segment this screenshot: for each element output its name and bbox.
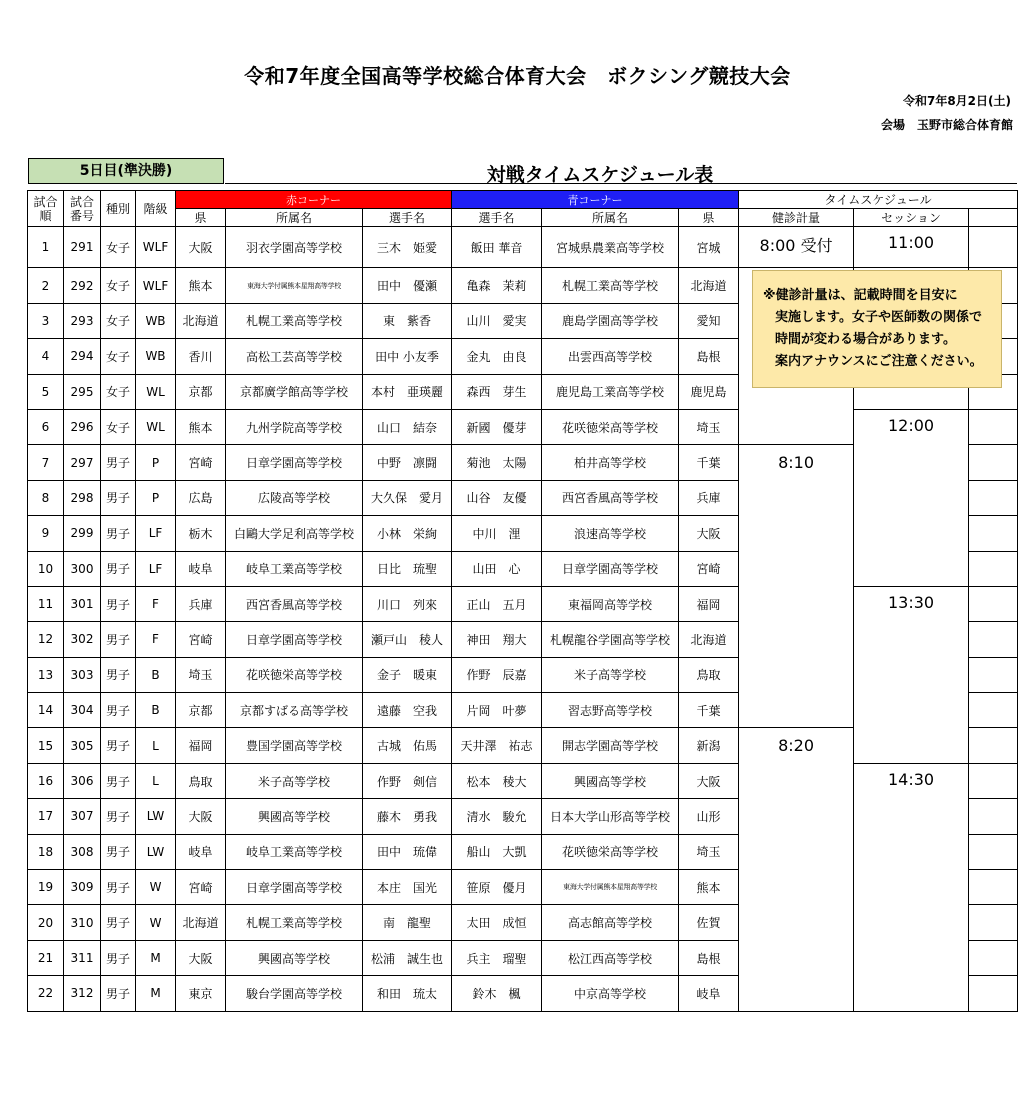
weight-class-cell: W — [136, 905, 176, 940]
red-athlete-cell: 小林 栄絢 — [363, 516, 452, 551]
red-athlete-cell: 川口 列來 — [363, 586, 452, 621]
red-school-cell: 札幌工業高等学校 — [226, 905, 363, 940]
red-prefecture-cell: 大阪 — [176, 940, 226, 975]
col-category: 種別 — [101, 191, 136, 227]
weight-class-cell: WLF — [136, 227, 176, 268]
category-cell: 男子 — [101, 480, 136, 515]
blank-cell — [969, 976, 1018, 1011]
match-order-cell: 6 — [28, 409, 64, 444]
weight-class-cell: WL — [136, 374, 176, 409]
category-cell: 男子 — [101, 445, 136, 480]
checkup-time-cell: 8:20 — [739, 728, 854, 1011]
category-cell: 男子 — [101, 657, 136, 692]
table-row — [28, 763, 1018, 798]
match-order-cell: 12 — [28, 622, 64, 657]
category-cell: 女子 — [101, 374, 136, 409]
red-athlete-cell: 山口 結奈 — [363, 409, 452, 444]
red-prefecture-cell: 岐阜 — [176, 551, 226, 586]
category-cell: 男子 — [101, 728, 136, 763]
blue-school-cell: 開志学園高等学校 — [542, 728, 679, 763]
blue-prefecture-cell: 鳥取 — [679, 657, 739, 692]
session-time-cell: 12:00 — [854, 409, 969, 586]
red-prefecture-cell: 北海道 — [176, 303, 226, 338]
red-corner-header: 赤コーナー — [176, 191, 452, 209]
session-time-cell: 11:00 — [854, 227, 969, 268]
match-number-cell: 308 — [64, 834, 101, 869]
category-cell: 男子 — [101, 622, 136, 657]
red-school-cell: 日章学園高等学校 — [226, 622, 363, 657]
blue-athlete-cell: 森西 芽生 — [452, 374, 542, 409]
category-cell: 男子 — [101, 834, 136, 869]
weight-class-cell: L — [136, 728, 176, 763]
red-school-cell: 日章学園高等学校 — [226, 445, 363, 480]
blank-cell — [969, 409, 1018, 444]
match-number-cell: 300 — [64, 551, 101, 586]
red-prefecture-cell: 兵庫 — [176, 586, 226, 621]
blank-cell — [969, 480, 1018, 515]
blue-athlete-cell: 飯田 華音 — [452, 227, 542, 268]
blue-prefecture-cell: 島根 — [679, 940, 739, 975]
blue-prefecture-cell: 大阪 — [679, 763, 739, 798]
match-order-cell: 9 — [28, 516, 64, 551]
match-order-cell: 15 — [28, 728, 64, 763]
checkup-time-cell: 8:00 受付 — [739, 227, 854, 268]
red-athlete-cell: 和田 琉太 — [363, 976, 452, 1011]
weight-class-cell: F — [136, 586, 176, 621]
category-cell: 男子 — [101, 586, 136, 621]
red-school-cell: 豊国学園高等学校 — [226, 728, 363, 763]
blank-cell — [969, 622, 1018, 657]
blue-prefecture-cell: 千葉 — [679, 445, 739, 480]
red-prefecture-cell: 京都 — [176, 693, 226, 728]
blank-cell — [969, 551, 1018, 586]
blue-school-cell: 花咲徳栄高等学校 — [542, 834, 679, 869]
red-school-cell: 岐阜工業高等学校 — [226, 551, 363, 586]
blank-cell — [969, 227, 1018, 268]
blue-school-cell: 松江西高等学校 — [542, 940, 679, 975]
col-weight-class: 階級 — [136, 191, 176, 227]
category-cell: 女子 — [101, 268, 136, 303]
blue-prefecture-cell: 兵庫 — [679, 480, 739, 515]
match-number-cell: 295 — [64, 374, 101, 409]
blank-cell — [969, 657, 1018, 692]
weight-class-cell: LF — [136, 551, 176, 586]
weight-class-cell: F — [136, 622, 176, 657]
note-line: ※健診計量は、記載時間を目安に — [763, 288, 958, 303]
match-number-cell: 303 — [64, 657, 101, 692]
blue-athlete-cell: 正山 五月 — [452, 586, 542, 621]
weight-class-cell: B — [136, 693, 176, 728]
weight-class-cell: WLF — [136, 268, 176, 303]
blue-school-cell: 宮城県農業高等学校 — [542, 227, 679, 268]
red-athlete-cell: 金子 暖東 — [363, 657, 452, 692]
match-number-cell: 310 — [64, 905, 101, 940]
day-label: 5日目(準決勝) — [28, 158, 224, 184]
blank-cell — [969, 586, 1018, 621]
table-row — [28, 409, 1018, 444]
category-cell: 女子 — [101, 303, 136, 338]
red-school-cell: 羽衣学園高等学校 — [226, 227, 363, 268]
match-order-cell: 4 — [28, 339, 64, 374]
page-title: 令和7年度全国高等学校総合体育大会 ボクシング競技大会 — [244, 64, 791, 88]
blue-school-cell: 日本大学山形高等学校 — [542, 799, 679, 834]
blue-school-cell: 興國高等学校 — [542, 763, 679, 798]
blue-school-cell: 鹿児島工業高等学校 — [542, 374, 679, 409]
red-prefecture-cell: 埼玉 — [176, 657, 226, 692]
red-athlete-cell: 田中 琉偉 — [363, 834, 452, 869]
match-number-cell: 297 — [64, 445, 101, 480]
match-number-cell: 292 — [64, 268, 101, 303]
blue-athlete-cell: 笹原 優月 — [452, 870, 542, 905]
blank-cell — [969, 940, 1018, 975]
match-order-cell: 11 — [28, 586, 64, 621]
blank-cell — [969, 799, 1018, 834]
col-checkup: 健診計量 — [739, 209, 854, 227]
red-athlete-cell: 古城 佑馬 — [363, 728, 452, 763]
blue-school-cell: 高志館高等学校 — [542, 905, 679, 940]
event-date: 令和7年8月2日(土) — [902, 94, 1011, 108]
match-number-cell: 299 — [64, 516, 101, 551]
red-prefecture-cell: 東京 — [176, 976, 226, 1011]
red-athlete-cell: 本庄 国光 — [363, 870, 452, 905]
red-athlete-cell: 瀬戸山 稜人 — [363, 622, 452, 657]
category-cell: 男子 — [101, 870, 136, 905]
weight-class-cell: P — [136, 445, 176, 480]
blank-cell — [969, 870, 1018, 905]
blank-cell — [969, 516, 1018, 551]
match-number-cell: 294 — [64, 339, 101, 374]
category-cell: 男子 — [101, 763, 136, 798]
match-number-cell: 306 — [64, 763, 101, 798]
blue-school-cell: 札幌工業高等学校 — [542, 268, 679, 303]
category-cell: 男子 — [101, 693, 136, 728]
blue-school-cell: 中京高等学校 — [542, 976, 679, 1011]
red-athlete-cell: 南 龍聖 — [363, 905, 452, 940]
col-match-number — [64, 191, 101, 227]
blue-school-cell: 米子高等学校 — [542, 657, 679, 692]
match-number-cell: 304 — [64, 693, 101, 728]
match-number-cell: 305 — [64, 728, 101, 763]
category-cell: 女子 — [101, 409, 136, 444]
blue-athlete-cell: 中川 浬 — [452, 516, 542, 551]
category-cell: 男子 — [101, 516, 136, 551]
blue-school-cell: 柏井高等学校 — [542, 445, 679, 480]
session-time-cell: 14:30 — [854, 763, 969, 1011]
blue-prefecture-cell: 島根 — [679, 339, 739, 374]
weight-class-cell: LW — [136, 834, 176, 869]
time-schedule-header: タイムスケジュール — [739, 191, 1018, 209]
col-blank — [969, 209, 1018, 227]
red-school-cell: 日章学園高等学校 — [226, 870, 363, 905]
blue-athlete-cell: 菊池 太陽 — [452, 445, 542, 480]
match-number-cell: 311 — [64, 940, 101, 975]
match-order-cell: 8 — [28, 480, 64, 515]
red-athlete-cell: 日比 琉聖 — [363, 551, 452, 586]
blue-prefecture-cell: 福岡 — [679, 586, 739, 621]
blue-prefecture-cell: 愛知 — [679, 303, 739, 338]
match-order-cell: 19 — [28, 870, 64, 905]
red-prefecture-cell: 北海道 — [176, 905, 226, 940]
match-order-cell: 5 — [28, 374, 64, 409]
red-prefecture-cell: 宮崎 — [176, 622, 226, 657]
red-athlete-cell: 三木 姫愛 — [363, 227, 452, 268]
red-school-cell: 花咲徳栄高等学校 — [226, 657, 363, 692]
match-order-cell: 21 — [28, 940, 64, 975]
red-prefecture-cell: 大阪 — [176, 799, 226, 834]
blue-prefecture-cell: 埼玉 — [679, 834, 739, 869]
red-prefecture-cell: 熊本 — [176, 409, 226, 444]
match-number-cell: 302 — [64, 622, 101, 657]
red-prefecture-cell: 香川 — [176, 339, 226, 374]
blue-school-cell: 花咲徳栄高等学校 — [542, 409, 679, 444]
blue-school-cell: 習志野高等学校 — [542, 693, 679, 728]
blue-prefecture-cell: 鹿児島 — [679, 374, 739, 409]
red-prefecture-cell: 京都 — [176, 374, 226, 409]
note-line: 実施します。女子や医師数の関係で — [775, 310, 982, 325]
blue-athlete-cell: 亀森 茉莉 — [452, 268, 542, 303]
blue-corner-header: 青コーナー — [452, 191, 739, 209]
match-order-cell: 22 — [28, 976, 64, 1011]
match-number-cell: 291 — [64, 227, 101, 268]
red-school-cell: 興國高等学校 — [226, 799, 363, 834]
blue-prefecture-cell: 新潟 — [679, 728, 739, 763]
match-number-cell: 309 — [64, 870, 101, 905]
weight-class-cell: LF — [136, 516, 176, 551]
red-prefecture-cell: 岐阜 — [176, 834, 226, 869]
red-athlete-cell: 中野 凛闘 — [363, 445, 452, 480]
blue-athlete-cell: 作野 辰嘉 — [452, 657, 542, 692]
col-match-order-label: 試合 順 — [33, 194, 58, 223]
category-cell: 男子 — [101, 551, 136, 586]
match-number-cell: 293 — [64, 303, 101, 338]
note-line: 案内アナウンスにご注意ください。 — [775, 354, 983, 369]
blue-prefecture-cell: 佐賀 — [679, 905, 739, 940]
weight-class-cell: WB — [136, 339, 176, 374]
blue-athlete-cell: 片岡 叶夢 — [452, 693, 542, 728]
blue-school-cell: 出雲西高等学校 — [542, 339, 679, 374]
weight-class-cell: M — [136, 940, 176, 975]
blue-school-cell: 日章学園高等学校 — [542, 551, 679, 586]
blue-school-cell: 浪速高等学校 — [542, 516, 679, 551]
category-cell: 男子 — [101, 940, 136, 975]
match-order-cell: 18 — [28, 834, 64, 869]
blue-prefecture-cell: 山形 — [679, 799, 739, 834]
red-school-cell: 九州学院高等学校 — [226, 409, 363, 444]
red-prefecture-cell: 宮崎 — [176, 870, 226, 905]
blue-athlete-cell: 松本 稜大 — [452, 763, 542, 798]
blue-prefecture-cell: 北海道 — [679, 268, 739, 303]
match-order-cell: 14 — [28, 693, 64, 728]
event-venue: 会場 玉野市総合体育館 — [880, 118, 1013, 132]
red-athlete-cell: 遠藤 空我 — [363, 693, 452, 728]
table-row — [28, 586, 1018, 621]
blank-cell — [969, 728, 1018, 763]
col-blue-school: 所属名 — [542, 209, 679, 227]
blue-athlete-cell: 船山 大凱 — [452, 834, 542, 869]
category-cell: 男子 — [101, 976, 136, 1011]
table-row — [28, 227, 1018, 268]
match-order-cell: 7 — [28, 445, 64, 480]
red-school-cell: 広陵高等学校 — [226, 480, 363, 515]
blank-cell — [969, 693, 1018, 728]
blue-prefecture-cell: 埼玉 — [679, 409, 739, 444]
match-number-cell: 298 — [64, 480, 101, 515]
weight-class-cell: W — [136, 870, 176, 905]
blue-prefecture-cell: 北海道 — [679, 622, 739, 657]
blank-cell — [969, 763, 1018, 798]
weight-class-cell: P — [136, 480, 176, 515]
blue-prefecture-cell: 宮城 — [679, 227, 739, 268]
red-school-cell: 白鷗大学足利高等学校 — [226, 516, 363, 551]
col-blue-prefecture: 県 — [679, 209, 739, 227]
match-number-cell: 307 — [64, 799, 101, 834]
category-cell: 女子 — [101, 339, 136, 374]
category-cell: 男子 — [101, 799, 136, 834]
blue-school-cell: 東海大学付属熊本星翔高等学校 — [542, 870, 679, 905]
match-order-cell: 13 — [28, 657, 64, 692]
blue-prefecture-cell: 岐阜 — [679, 976, 739, 1011]
red-prefecture-cell: 大阪 — [176, 227, 226, 268]
blue-athlete-cell: 神田 翔大 — [452, 622, 542, 657]
red-athlete-cell: 東 紫香 — [363, 303, 452, 338]
checkup-note — [752, 270, 1002, 388]
blue-school-cell: 東福岡高等学校 — [542, 586, 679, 621]
weight-class-cell: L — [136, 763, 176, 798]
blank-cell — [969, 834, 1018, 869]
blue-school-cell: 札幌龍谷学園高等学校 — [542, 622, 679, 657]
red-athlete-cell: 大久保 愛月 — [363, 480, 452, 515]
col-match-order — [28, 191, 64, 227]
match-number-cell: 296 — [64, 409, 101, 444]
col-session: セッション — [854, 209, 969, 227]
red-athlete-cell: 作野 剣信 — [363, 763, 452, 798]
match-number-cell: 301 — [64, 586, 101, 621]
blue-school-cell: 西宮香風高等学校 — [542, 480, 679, 515]
blue-athlete-cell: 鈴木 楓 — [452, 976, 542, 1011]
schedule-title: 対戦タイムスケジュール表 — [486, 164, 714, 186]
weight-class-cell: WB — [136, 303, 176, 338]
blue-prefecture-cell: 大阪 — [679, 516, 739, 551]
category-cell: 男子 — [101, 905, 136, 940]
col-blue-athlete: 選手名 — [452, 209, 542, 227]
blue-athlete-cell: 新國 優芽 — [452, 409, 542, 444]
red-school-cell: 興國高等学校 — [226, 940, 363, 975]
category-cell: 女子 — [101, 227, 136, 268]
blue-athlete-cell: 兵主 瑠聖 — [452, 940, 542, 975]
red-prefecture-cell: 宮崎 — [176, 445, 226, 480]
blank-cell — [969, 445, 1018, 480]
red-school-cell: 京都廣学館高等学校 — [226, 374, 363, 409]
red-school-cell: 駿台学園高等学校 — [226, 976, 363, 1011]
match-order-cell: 1 — [28, 227, 64, 268]
blue-athlete-cell: 清水 駿允 — [452, 799, 542, 834]
match-order-cell: 10 — [28, 551, 64, 586]
weight-class-cell: M — [136, 976, 176, 1011]
red-prefecture-cell: 鳥取 — [176, 763, 226, 798]
blue-athlete-cell: 金丸 由良 — [452, 339, 542, 374]
checkup-time-cell: 8:10 — [739, 445, 854, 728]
header-rule — [225, 183, 1017, 184]
red-prefecture-cell: 栃木 — [176, 516, 226, 551]
blue-prefecture-cell: 熊本 — [679, 870, 739, 905]
red-school-cell: 札幌工業高等学校 — [226, 303, 363, 338]
blue-prefecture-cell: 千葉 — [679, 693, 739, 728]
red-athlete-cell: 田中 小友季 — [363, 339, 452, 374]
red-athlete-cell: 本村 亜瑛麗 — [363, 374, 452, 409]
match-order-cell: 17 — [28, 799, 64, 834]
col-red-school: 所属名 — [226, 209, 363, 227]
match-order-cell: 20 — [28, 905, 64, 940]
blank-cell — [969, 905, 1018, 940]
match-number-cell: 312 — [64, 976, 101, 1011]
red-prefecture-cell: 福岡 — [176, 728, 226, 763]
red-athlete-cell: 藤木 勇我 — [363, 799, 452, 834]
blue-athlete-cell: 天井澤 祐志 — [452, 728, 542, 763]
red-school-cell: 高松工芸高等学校 — [226, 339, 363, 374]
red-school-cell: 米子高等学校 — [226, 763, 363, 798]
col-red-prefecture: 県 — [176, 209, 226, 227]
red-school-cell: 岐阜工業高等学校 — [226, 834, 363, 869]
session-time-cell: 13:30 — [854, 586, 969, 763]
match-order-cell: 3 — [28, 303, 64, 338]
blue-prefecture-cell: 宮崎 — [679, 551, 739, 586]
blue-athlete-cell: 太田 成恒 — [452, 905, 542, 940]
red-athlete-cell: 田中 優瀬 — [363, 268, 452, 303]
col-match-number-label: 試合 番号 — [69, 194, 94, 223]
weight-class-cell: WL — [136, 409, 176, 444]
red-school-cell: 京都すばる高等学校 — [226, 693, 363, 728]
red-prefecture-cell: 熊本 — [176, 268, 226, 303]
blue-athlete-cell: 山川 愛実 — [452, 303, 542, 338]
red-school-cell: 東海大学付属熊本星翔高等学校 — [226, 268, 363, 303]
blue-athlete-cell: 山田 心 — [452, 551, 542, 586]
weight-class-cell: LW — [136, 799, 176, 834]
weight-class-cell: B — [136, 657, 176, 692]
blue-athlete-cell: 山谷 友優 — [452, 480, 542, 515]
note-line: 時間が変わる場合があります。 — [775, 332, 956, 347]
match-order-cell: 16 — [28, 763, 64, 798]
red-prefecture-cell: 広島 — [176, 480, 226, 515]
red-school-cell: 西宮香風高等学校 — [226, 586, 363, 621]
col-red-athlete: 選手名 — [363, 209, 452, 227]
match-order-cell: 2 — [28, 268, 64, 303]
blue-school-cell: 鹿島学園高等学校 — [542, 303, 679, 338]
red-athlete-cell: 松浦 誠生也 — [363, 940, 452, 975]
